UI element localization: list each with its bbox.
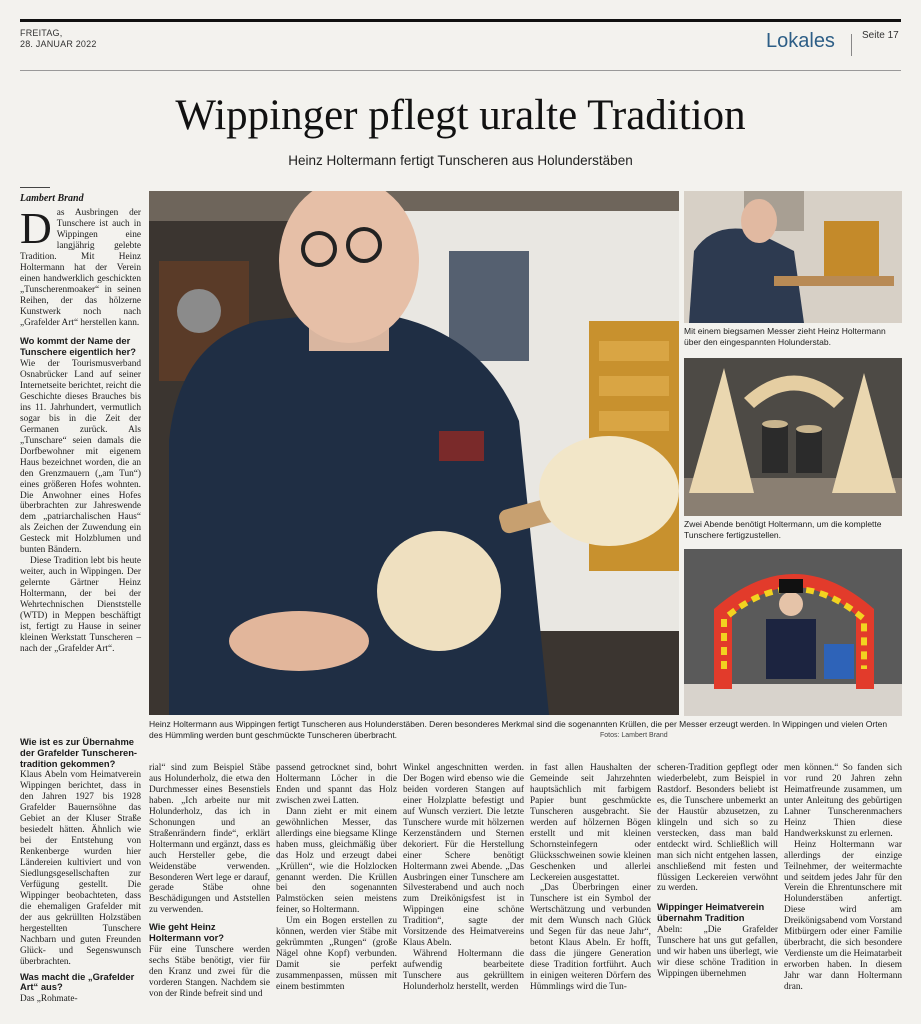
paragraph: Heinz Holtermann war allerdings der einzige Teilnehmer, der weitermachte und seitdem jedes Jahr für den Verein die Ehrentunschere mit Holunderstäben anfertigt. Diese wird am Dreikönigsabend vom Vorstand Mitbürgern oder einer Familie überbracht, die sich besondere Verdienste um die Heimatarbeit erworben haben. In diesem Jahr war dann Holtermann dran. xyxy=(784,839,902,993)
column-1-lower xyxy=(20,737,141,1005)
side-photo-2 xyxy=(684,358,902,516)
side-photo-1-caption: Mit einem biegsamen Messer zieht Heinz Holtermann über den eingespannten Holunderstab. xyxy=(684,326,886,347)
header-rule xyxy=(20,70,901,71)
main-photo-caption xyxy=(149,719,902,740)
side-photo-2-caption: Zwei Abende benötigt Holtermann, um die komplette Tunschere fertigzustellen. xyxy=(684,519,882,540)
headline: Wippinger pflegt uralte Tradition xyxy=(175,92,746,139)
column-7 xyxy=(784,763,902,993)
subheading-heimatverein: Wippinger Heimatverein übernahm Tradition xyxy=(657,901,765,924)
section-divider xyxy=(851,34,852,56)
main-caption-text: Heinz Holtermann aus Wippingen fertigt Tunscheren aus Holunderstäben. Deren besonderes Merkmal sind die sogenannten Krüllen, die per Messer erzeugt werden. xyxy=(149,719,771,729)
paragraph: Klaus Abeln vom Heimatverein Wippingen berichtet, dass in den Jahren 1927 bis 1928 Grafelder Bauernsöhne das Gebiet an der Kluser Straße besiedelt hätten. Ähnlich wie bei der Entstehung von Renkenberge wurden hier Ländereien kultiviert und von Siedlungsgesellschaften zur Verfügung gestellt. Die Wippinger beobachteten, dass die ehemaligen Grafelder mit der aus gekrüllten Holzstäben hergestellten Tunschere Nachbarn und guten Freunden Glück- und Segenswunsch überbrachten. xyxy=(20,770,141,967)
paragraph: Diese Tradition lebt bis heute weiter, auch in Wippingen. Der gelernte Gärtner Heinz Holtermann, der bei der Wehrtechnischen Dienststelle (WTD) in Meppen beschäftigt ist, fertigt zu Hause in seiner kleinen Werkstatt Tunscheren – nach der „Grafelder Art“. xyxy=(20,556,141,654)
main-photo xyxy=(149,191,679,715)
intro-paragraph: as Ausbringen der Tunschere ist auch in Wippingen eine langjährig gelebte Tradition. Mit Heinz Holtermann hat der Verein einen handwerklich geschickten „Tunscherenmoaker“ in seinen Reihen, der das hölzerne Kunstwerk noch nach „Grafelder Art“ herstellen kann. xyxy=(20,208,141,328)
column-4 xyxy=(403,763,524,993)
issue-date-text: 28. JANUAR 2022 xyxy=(20,39,97,49)
subheading-how-he-works: Wie geht Heinz Holtermann vor? xyxy=(149,921,225,944)
paragraph: passend getrocknet sind, bohrt Holtermann Löcher in die Enden und spannt das Holz zwischen zwei Latten. xyxy=(276,763,397,806)
subheading-tradition-origin: Wie ist es zur Übernahme der Grafelder Tunscheren-tradition gekommen? xyxy=(20,736,138,769)
top-rule xyxy=(20,19,901,22)
page-number: Seite 17 xyxy=(862,30,899,41)
subheading-name-origin: Wo kommt der Name der Tunschere eigentlich her? xyxy=(20,335,136,358)
photo-colorful-tunschere xyxy=(684,549,902,716)
column-2 xyxy=(149,763,270,1000)
photo-carving xyxy=(684,191,902,323)
issue-date xyxy=(20,28,97,50)
paragraph: in fast allen Haushalten der Gemeinde seit Jahrzehnten hauptsächlich mit farbigem Papier bunt geschmückte Tunscheren ausgebracht. Sie werden auf hölzernen Bögen erstellt und mit kleinen Schornsteinfegern oder Glücksschweinen sowie kleinen Geschenken und allerlei Leckereien ausgestattet. xyxy=(530,763,651,883)
section-title: Lokales xyxy=(766,30,835,52)
author-byline: Lambert Brand xyxy=(20,193,84,204)
photo-man-with-tunschere xyxy=(149,191,679,715)
paragraph: Das „Rohmate- xyxy=(20,994,78,1005)
paragraph: scheren-Tradition gepflegt oder wiederbelebt, zum Beispiel in Rastdorf. Besonders beliebt ist es, die Tunschere unbemerkt an der Haustür abzusetzen, zu klingeln und sich so zu verstecken, dass man bald entdeckt wird. Schließlich will man sich nicht entgehen lassen, anschließend mit festen und flüssigen Leckereien verwöhnt zu werden. xyxy=(657,763,778,894)
paragraph: Abeln: „Die Grafelder Tunschere hat uns gut gefallen, und wir haben uns überlegt, wie wir diese schöne Tradition in Wippingen übernehmen xyxy=(657,925,778,979)
drop-cap: D xyxy=(20,204,52,253)
subheadline: Heinz Holtermann fertigt Tunscheren aus Holunderstäben xyxy=(288,153,633,168)
photo-wood-shaving-trees xyxy=(684,358,902,516)
column-6 xyxy=(657,763,778,980)
column-3 xyxy=(276,763,397,993)
paragraph: Für eine Tunschere werden sechs Stäbe benötigt, vier für den Kranz und zwei für die vorderen Stangen. Nachdem sie von der Rinde befreit sind und xyxy=(149,944,270,999)
paragraph: Während Holtermann die aufwendig bearbeitete Tunschere aus gekrülltem Holunderholz herstellt, werden xyxy=(403,949,524,993)
author-rule xyxy=(20,187,50,188)
paragraph: Dann zieht er mit einem gewöhnlichen Messer, das allerdings eine biegsame Klinge haben muss, gleichmäßig über das Holz und erzeugt dabei „Krüllen“, wie die Holzlocken genannt werden. Die Krüllen bei den sogenannten Palmstöcken seien meistens feiner, so Holtermann. xyxy=(276,806,397,916)
paragraph: Winkel angeschnitten werden. Der Bogen wird ebenso wie die beiden vorderen Stangen auf einer Holzplatte befestigt und auf Wunsch verziert. Die letzte Tunschere wurde mit hölzernen Kerzenständern und Sternen dekoriert. Für die Herstellung einer Schere benötigt Holtermann zwei Abende. „Das Ausbringen einer Tunschere am Silvesterabend und auch noch zum Dreikönigsfest ist in Wippingen eine schöne Tradition“, sagte der Vorsitzende des Heimatvereins Klaus Abeln. xyxy=(403,763,524,949)
side-photo-3 xyxy=(684,549,902,716)
photo-credit: Fotos: Lambert Brand xyxy=(600,732,668,739)
issue-day: FREITAG, xyxy=(20,28,63,38)
paragraph: Um ein Bogen erstellen zu können, werden vier Stäbe mit gekrümmten „Rungen“ (große Nägel ohne Kopf) verbunden. Damit sie perfekt zusammenpassen, müssen mit einem bestimmten xyxy=(276,916,397,993)
main-caption-continuation: In Wippingen und vielen Orten des Hümmling werden bunt geschmückte Tunscheren überbracht. xyxy=(149,719,888,740)
side-photo-1 xyxy=(684,191,902,323)
paragraph: rial“ sind zum Beispiel Stäbe aus Holunderholz, die etwa den Durchmesser eines Besenstiels haben. „Ich arbeite nur mit Holunderholz, das ich in Schonungen und an Straßenrändern finde“, erklärt Holtermann und ergänzt, dass es auch Hersteller gebe, die Weidenstäbe verwenden. Besonderen Wert lege er darauf, gerade Stäbe ohne Beschädigungen und Aststellen zu verwenden. xyxy=(149,763,270,916)
subheading-grafelder-art: Was macht die „Grafelder Art“ aus? xyxy=(20,970,135,993)
paragraph: „Das Überbringen einer Tunschere ist ein Symbol der Wertschätzung und verbunden mit dem Wunsch nach Glück und Segen für das neue Jahr“, betont Klaus Abeln. Er hofft, dass die jüngere Generation diese Tradition fortführt. Auch in einigen weiteren Dörfern des Hümmlings wird die Tun- xyxy=(530,883,651,993)
column-1 xyxy=(20,204,141,655)
paragraph: Wie der Tourismusverband Osnabrücker Land auf seiner Internetseite berichtet, reicht die Geschichte dieses Brauches bis ins 11. Jahrhundert, vermutlich sogar bis in die Zeit der Germanen zurück. Als „Tunschare“ seien damals die Dorfbewohner mit eigenem Haus bezeichnet worden, die an den Grenzmauern („am Tun“) eines größeren Hofes wohnten. Die Anwohner eines Hofes überbrachten zur Jahreswende dem „patriarchalischen Haus“ als Zeichen der Zuwendung ein Gesteck mit Holzblumen und bunten Bändern. xyxy=(20,359,141,556)
paragraph: men können.“ So fanden sich vor rund 20 Jahren zehn Heimatfreunde zusammen, um unter Anleitung des gebürtigen Lahner Tunscherenmachers Heinz Thien diese Handwerkskunst zu erlernen. xyxy=(784,763,902,839)
column-5 xyxy=(530,763,651,993)
